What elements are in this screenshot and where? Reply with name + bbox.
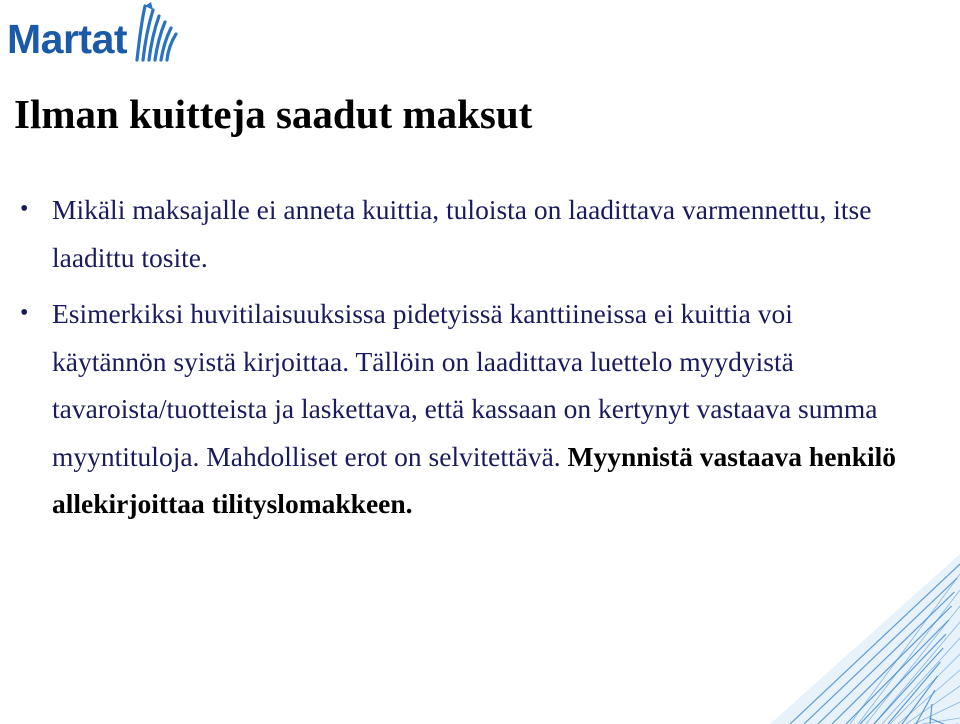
bullet-list — [0, 186, 900, 528]
bullet-marker: • — [20, 196, 29, 222]
bullet-emphasis: Myynnistä vastaava henkilö allekirjoittaa tilityslomakkeen. — [52, 440, 897, 519]
corner-ribbon-decoration — [730, 554, 960, 724]
bullet-marker: • — [20, 300, 29, 326]
logo-wordmark: Martat — [7, 16, 128, 62]
bullet-text: Esimerkiksi huvitilaisuuksissa pidetyissä kanttiineissa ei kuittia voi käytännön syistä kirjoittaa. Tällöin on laadittava luettelo myydyistä tavaroista/tuotteista ja laskettava, että kassaan on kertynyt vastaava summa myyntituloja. Mahdolliset erot on selvitettävä. — [52, 298, 878, 472]
bullet-text: Mikäli maksajalle ei anneta kuittia, tuloista on laadittava varmennettu, itse laadittu tosite. — [52, 194, 872, 273]
slide-title: Ilman kuitteja saadut maksut — [14, 91, 533, 137]
martat-logo — [7, 0, 179, 66]
bullet-item — [0, 186, 900, 281]
bullet-item — [0, 290, 900, 528]
logo-emblem-icon — [131, 2, 179, 64]
